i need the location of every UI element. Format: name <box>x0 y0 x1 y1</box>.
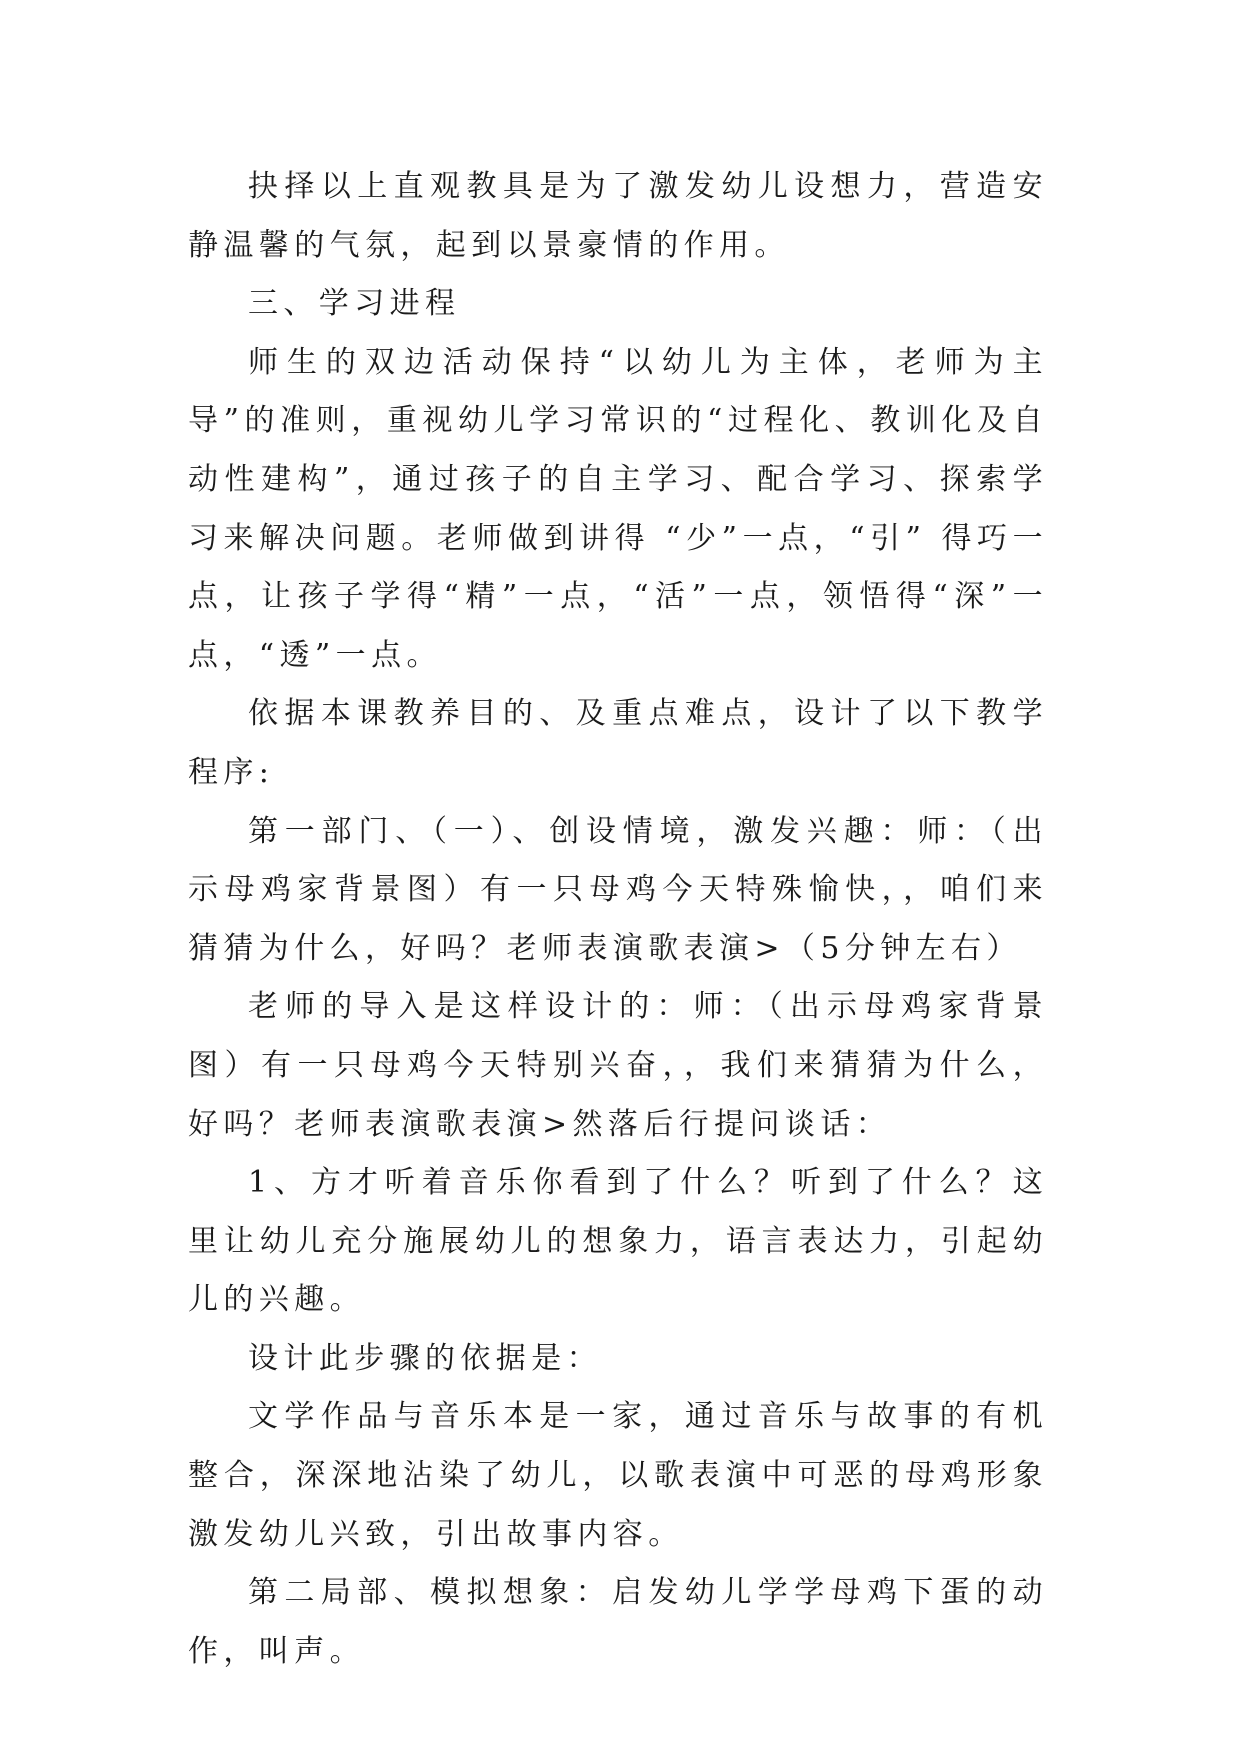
section-heading-learning-process: 三、学习进程 <box>248 286 461 322</box>
paragraph-question-one: 1、方才听着音乐你看到了什么？听到了什么？这里让幼儿充分施展幼儿的想象力，语言表达力，引起幼儿的兴趣。 <box>188 1165 1048 1318</box>
paragraph-design-basis: 文学作品与音乐本是一家，通过音乐与故事的有机整合，深深地沾染了幼儿，以歌表演中可恶的母鸡形象激发幼儿兴致，引出故事内容。 <box>188 1399 1048 1552</box>
document-body <box>188 158 1048 1681</box>
paragraph-part-one: 第一部门、（一）、创设情境，激发兴趣：师：（出示母鸡家背景图）有一只母鸡今天特殊愉快，，咱们来猜猜为什么，好吗？老师表演歌表演>（5分钟左右） <box>188 813 1048 966</box>
paragraph-teacher-introduction: 老师的导入是这样设计的：师：（出示母鸡家背景图）有一只母鸡今天特别兴奋，，我们来猜猜为什么，好吗？老师表演歌表演>然落后行提问谈话： <box>188 989 1048 1142</box>
paragraph-part-two: 第二局部、模拟想象：启发幼儿学学母鸡下蛋的动作，叫声。 <box>188 1575 1048 1669</box>
paragraph-teaching-aids: 抉择以上直观教具是为了激发幼儿设想力，营造安静温馨的气氛，起到以景豪情的作用。 <box>188 169 1048 263</box>
paragraph-teaching-principle: 师生的双边活动保持“以幼儿为主体，老师为主导”的准则，重视幼儿学习常识的“过程化、教训化及自动性建构”，通过孩子的自主学习、配合学习、探索学习来解决问题。老师做到讲得 “少”一点，“引” 得巧一点，让孩子学得“精”一点，“活”一点，领悟得“深”一点，“透”一点。 <box>188 344 1048 673</box>
paragraph-teaching-procedure-intro: 依据本课教养目的、及重点难点，设计了以下教学程序: <box>188 696 1048 790</box>
paragraph-design-basis-label: 设计此步骤的依据是： <box>248 1340 602 1376</box>
